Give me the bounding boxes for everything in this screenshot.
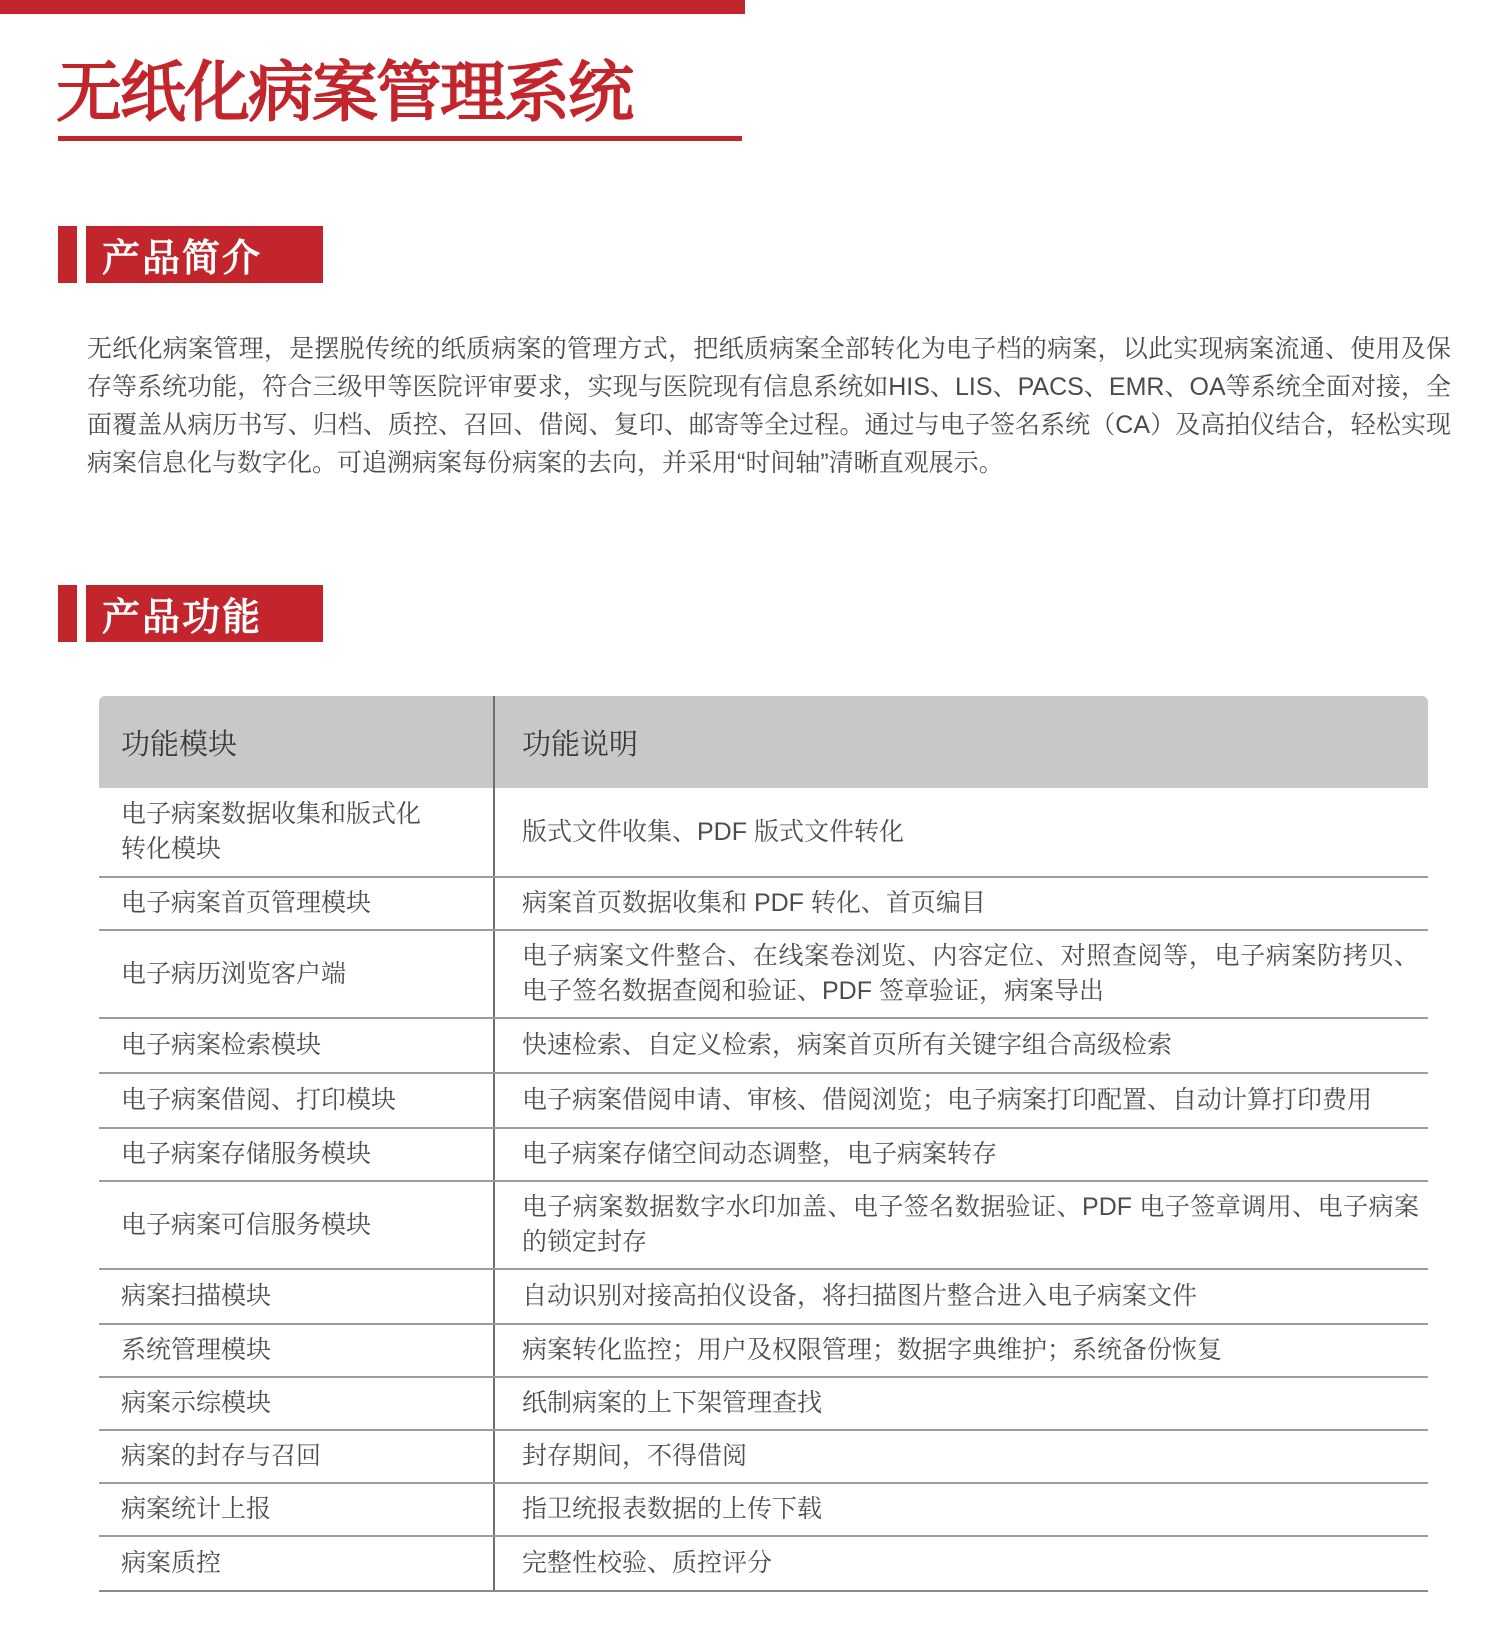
module-description: 版式文件收集、PDF 版式文件转化 (522, 817, 904, 846)
module-cell (99, 931, 495, 1017)
page-title: 无纸化病案管理系统 (56, 55, 632, 129)
module-description: 封存期间，不得借阅 (522, 1442, 748, 1470)
module-cell (99, 1325, 495, 1376)
module-name: 病案质控 (121, 1549, 222, 1577)
module-cell (99, 1270, 495, 1323)
description-cell (495, 931, 1428, 1017)
column-header-description (495, 696, 1428, 788)
table-row (99, 1323, 1428, 1376)
table-row (99, 788, 1428, 876)
section-heading-features: 产品功能 (86, 585, 323, 642)
module-description: 指卫统报表数据的上传下载 (522, 1495, 823, 1523)
module-name: 病案的封存与召回 (121, 1442, 322, 1470)
module-name: 电子病案可信服务模块 (121, 1210, 372, 1239)
column-header-description-label: 功能说明 (522, 728, 639, 761)
module-name: 电子病案检索模块 (121, 1031, 322, 1059)
module-description: 完整性校验、质控评分 (522, 1549, 773, 1577)
description-cell (495, 878, 1428, 929)
description-cell (495, 1270, 1428, 1323)
description-cell (495, 1325, 1428, 1376)
module-description: 电子病案文件整合、在线案卷浏览、内容定位、对照查阅等，电子病案防拷贝、电子签名数据查阅和验证、PDF 签章验证，病案导出 (522, 942, 1419, 1005)
module-cell (99, 1537, 495, 1590)
module-name: 病案示综模块 (121, 1389, 272, 1417)
table-row (99, 1180, 1428, 1268)
module-name: 电子病案借阅、打印模块 (121, 1086, 397, 1114)
module-description: 电子病案存储空间动态调整，电子病案转存 (522, 1140, 998, 1168)
description-cell (495, 1074, 1428, 1127)
table-row (99, 1072, 1428, 1127)
module-name: 病案扫描模块 (121, 1282, 272, 1310)
features-table (99, 696, 1428, 1592)
title-underline (58, 136, 742, 141)
module-name: 系统管理模块 (121, 1336, 272, 1364)
module-description: 自动识别对接高拍仪设备，将扫描图片整合进入电子病案文件 (522, 1282, 1198, 1310)
module-cell (99, 1129, 495, 1180)
module-cell (99, 788, 495, 876)
description-cell (495, 1484, 1428, 1535)
table-row (99, 1429, 1428, 1482)
description-cell (495, 1182, 1428, 1268)
module-name: 电子病案首页管理模块 (121, 889, 372, 917)
module-cell (99, 1431, 495, 1482)
module-description: 电子病案数据数字水印加盖、电子签名数据验证、PDF 电子签章调用、电子病案的锁定封存 (522, 1193, 1419, 1256)
table-row (99, 1535, 1428, 1590)
module-cell (99, 1182, 495, 1268)
module-description: 病案转化监控；用户及权限管理；数据字典维护；系统备份恢复 (522, 1336, 1223, 1364)
module-name: 电子病案数据收集和版式化转化模块 (121, 800, 422, 863)
table-row (99, 1482, 1428, 1535)
table-row (99, 876, 1428, 929)
description-cell (495, 1129, 1428, 1180)
module-cell (99, 1484, 495, 1535)
module-description: 电子病案借阅申请、审核、借阅浏览；电子病案打印配置、自动计算打印费用 (522, 1086, 1373, 1114)
module-description: 纸制病案的上下架管理查找 (522, 1389, 823, 1417)
module-cell (99, 1378, 495, 1429)
module-name: 电子病历浏览客户端 (121, 959, 347, 988)
column-header-module-label: 功能模块 (121, 728, 238, 761)
section-header-intro (58, 226, 323, 283)
module-name: 病案统计上报 (121, 1495, 272, 1523)
column-header-module (99, 696, 495, 788)
module-cell (99, 1019, 495, 1072)
table-header-row (99, 696, 1428, 788)
module-name: 电子病案存储服务模块 (121, 1140, 372, 1168)
section-header-features (58, 585, 323, 642)
section-heading-intro: 产品简介 (86, 226, 323, 283)
table-row (99, 1268, 1428, 1323)
table-row (99, 929, 1428, 1017)
description-cell (495, 788, 1428, 876)
description-cell (495, 1537, 1428, 1590)
section-marker-bar (58, 226, 77, 283)
description-cell (495, 1378, 1428, 1429)
description-cell (495, 1019, 1428, 1072)
module-cell (99, 1074, 495, 1127)
intro-paragraph: 无纸化病案管理，是摆脱传统的纸质病案的管理方式，把纸质病案全部转化为电子档的病案，以此实现病案流通、使用及保存等系统功能，符合三级甲等医院评审要求，实现与医院现有信息系统如HIS、LIS、PACS、EMR、OA等系统全面对接，全面覆盖从病历书写、归档、质控、召回、借阅、复印、邮寄等全过程。通过与电子签名系统（CA）及高拍仪结合，轻松实现病案信息化与数字化。可追溯病案每份病案的去向，并采用“时间轴”清晰直观展示。 (87, 335, 1451, 477)
section-marker-bar (58, 585, 77, 642)
table-row (99, 1017, 1428, 1072)
description-cell (495, 1431, 1428, 1482)
table-row (99, 1376, 1428, 1429)
module-description: 病案首页数据收集和 PDF 转化、首页编目 (522, 889, 986, 917)
module-cell (99, 878, 495, 929)
module-description: 快速检索、自定义检索，病案首页所有关键字组合高级检索 (522, 1031, 1173, 1059)
table-row (99, 1127, 1428, 1180)
top-red-bar (0, 0, 745, 14)
